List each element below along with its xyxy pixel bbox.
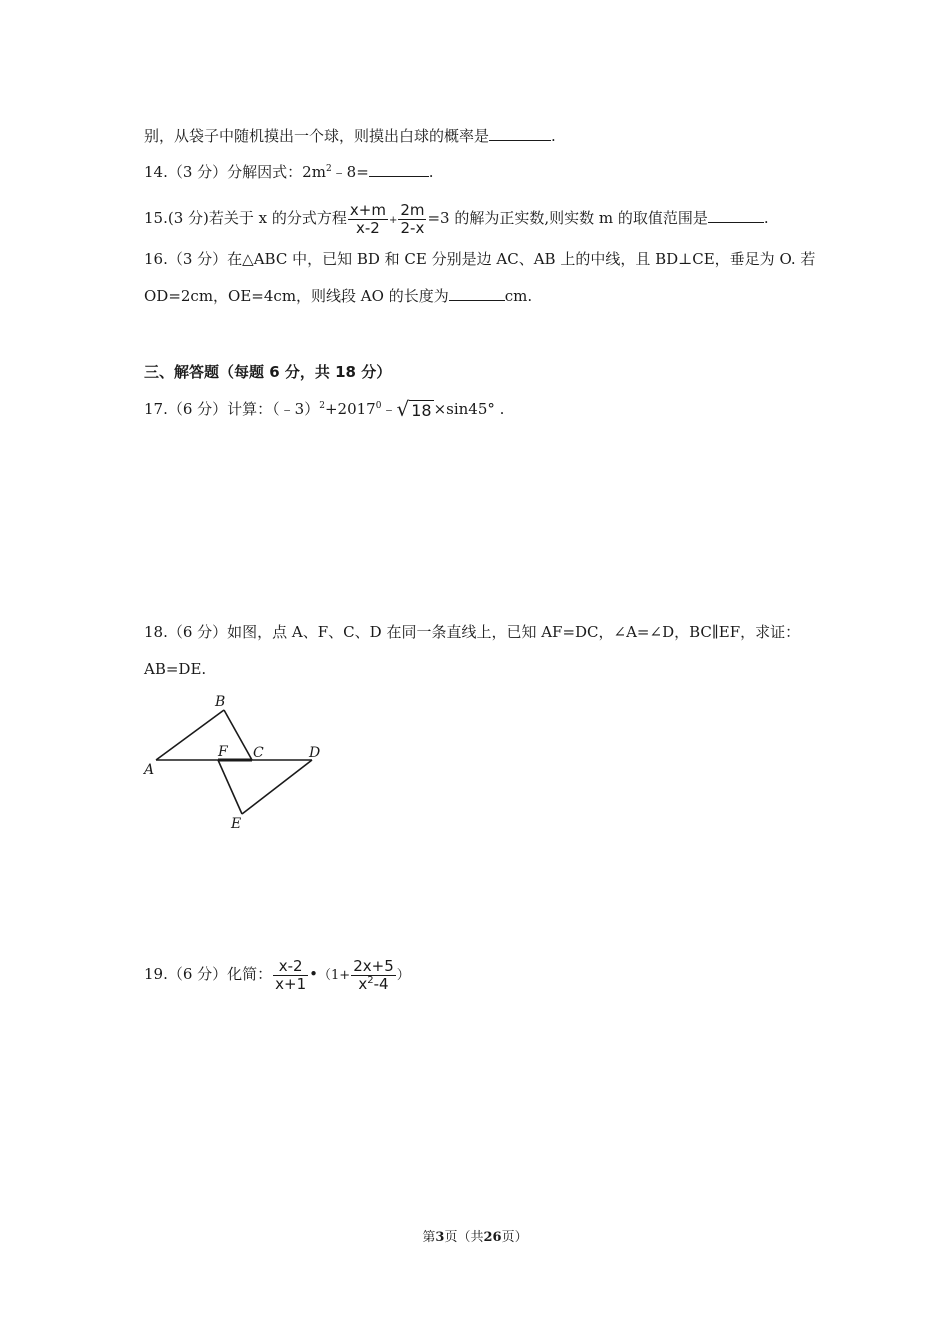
question-17 [144,395,504,425]
question-16-text: OD=2cm，OE=4cm，则线段 AO 的长度为 [144,287,449,305]
fraction-numerator: x-2 [273,958,308,976]
total-pages: 26 [483,1230,502,1245]
label-C: C [253,745,264,761]
question-14 [144,162,434,182]
radical-sign: √ [396,397,410,421]
answer-blank [489,126,551,141]
question-17-label: 17.（6 分）计算：（﹣3） [144,400,320,418]
fraction-denominator [351,976,396,993]
fraction-1 [348,202,388,237]
fraction-numerator: x+m [349,200,386,219]
denominator-base: x [358,974,368,993]
page-number: 3 [435,1230,445,1245]
label-E: E [231,816,242,832]
label-F: F [218,744,228,760]
label-B: B [215,694,226,710]
question-14-label: 14.（3 分）分解因式：2m [144,163,326,181]
fraction-numerator: 2x+5 [353,956,394,975]
fraction-denominator: x-2 [355,218,380,237]
exponent: 2 [319,401,325,411]
section-title: 三、解答题（每题 6 分，共 18 分） [144,363,392,381]
question-15 [144,198,769,241]
segment-BC [224,710,252,760]
question-15-rest: =3 的解为正实数,则实数 m 的取值范围是 [427,209,708,227]
open-paren: （1+ [318,968,351,983]
question-18-line-1: 18.（6 分）如图，点 A、F、C、D 在同一条直线上，已知 AF=DC，∠A=∠D，BC∥EF，求证： [144,623,801,641]
question-13-tail [144,126,556,146]
multiply-dot: • [309,965,319,983]
question-16-line-1: 16.（3 分）在△ABC 中，已知 BD 和 CE 分别是边 AC、AB 上的中线，且 BD⊥CE，垂足为 O. 若 [144,250,816,268]
fraction-denominator: 2-x [400,218,425,237]
question-19-label: 19.（6 分）化简： [144,965,273,983]
exponent: 2 [325,164,332,174]
geometry-figure [140,690,340,835]
close-paren: ） [396,968,410,983]
footer-suffix: 页） [501,1230,528,1245]
radicand: 18 [411,401,432,420]
plus-sign: + [388,215,398,226]
question-15-label: 15.(3 分)若关于 x 的分式方程 [144,209,347,227]
exponent: 0 [375,401,382,411]
fraction-2 [351,958,396,993]
question-17-rest: ×sin45° . [433,400,505,418]
footer-middle: 页（共 [444,1230,484,1245]
fraction-2 [398,202,426,237]
question-13-text: 别，从袋子中随机摸出一个球，则摸出白球的概率是 [144,127,490,145]
minus-sign: ﹣ [381,400,397,418]
label-D: D [309,745,321,761]
question-18-line-2: AB=DE. [144,660,207,678]
question-14-rest: ﹣8= [331,163,369,181]
exponent: 2 [367,974,374,986]
footer-prefix: 第 [422,1230,436,1245]
fraction-numerator: 2m [400,200,425,219]
segment-AB [156,710,224,760]
question-17-term: +2017 [324,400,376,418]
segment-FE [218,760,242,814]
fraction-1 [273,958,308,993]
label-A: A [144,762,155,778]
question-16-line-2 [144,286,532,306]
unit: cm. [504,287,533,305]
period: . [763,209,769,227]
period: . [551,127,556,145]
answer-blank [708,208,764,223]
denominator-rest: -4 [373,974,389,993]
answer-blank [369,162,429,177]
segment-ED [242,760,312,814]
answer-blank [449,286,505,301]
square-root [396,395,433,425]
fraction-denominator: x+1 [275,974,307,993]
page-footer [0,1226,950,1245]
question-19 [144,952,410,998]
period: . [428,163,434,181]
